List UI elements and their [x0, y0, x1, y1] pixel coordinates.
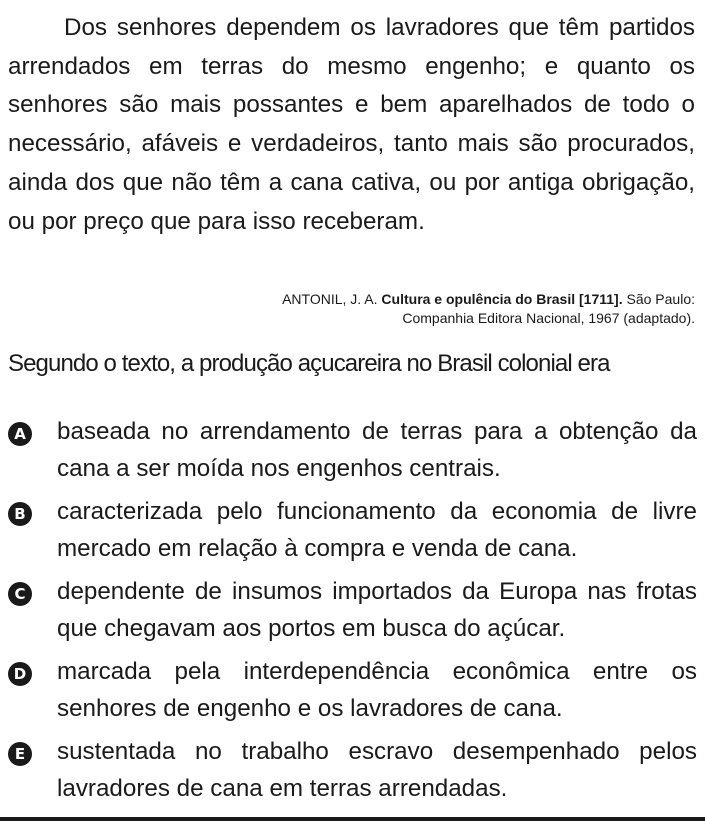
- citation-place: São Paulo:: [626, 291, 695, 307]
- passage-text: Dos senhores dependem os lavradores que têm partidos arrendados em terras do mesmo engenho; e quanto os senhores são mais possantes e bem aparelhados de todo o necessário, afáveis e verdadeiros, tanto mais são procurados, ainda dos que não têm a cana cativa, ou por antiga obrigação, ou por preço que para isso receberam.: [8, 14, 695, 235]
- option-a-letter-badge: A: [8, 422, 32, 446]
- option-d[interactable]: [8, 654, 697, 734]
- option-c-letter-badge: C: [8, 582, 32, 606]
- option-b-text: caracterizada pelo funcionamento da economia de livre mercado em relação à compra e venda de cana.: [57, 498, 697, 562]
- option-d-letter-badge: D: [8, 662, 32, 686]
- option-a[interactable]: [8, 414, 697, 494]
- bottom-divider: [0, 817, 705, 821]
- option-c[interactable]: [8, 574, 697, 654]
- option-d-text: marcada pela interdependência econômica entre os senhores de engenho e os lavradores de cana.: [57, 658, 697, 722]
- citation-author: ANTONIL, J. A.: [282, 291, 378, 307]
- option-a-text: baseada no arrendamento de terras para a obtenção da cana a ser moída nos engenhos centrais.: [57, 418, 697, 482]
- citation-publisher: Companhia Editora Nacional, 1967 (adaptado).: [402, 310, 695, 326]
- citation-line-1: [175, 290, 695, 309]
- option-e-letter-badge: E: [8, 742, 32, 766]
- answer-options: [8, 414, 697, 814]
- option-b[interactable]: [8, 494, 697, 574]
- option-c-text: dependente de insumos importados da Europa nas frotas que chegavam aos portos em busca do açúcar.: [57, 578, 697, 642]
- option-e[interactable]: [8, 734, 697, 814]
- citation: [175, 290, 695, 328]
- question-stem: Segundo o texto, a produção açucareira no Brasil colonial era: [8, 350, 610, 377]
- option-e-text: sustentada no trabalho escravo desempenhado pelos lavradores de cana em terras arrendadas.: [57, 738, 697, 802]
- option-b-letter-badge: B: [8, 502, 32, 526]
- citation-title: Cultura e opulência do Brasil [1711].: [381, 291, 623, 307]
